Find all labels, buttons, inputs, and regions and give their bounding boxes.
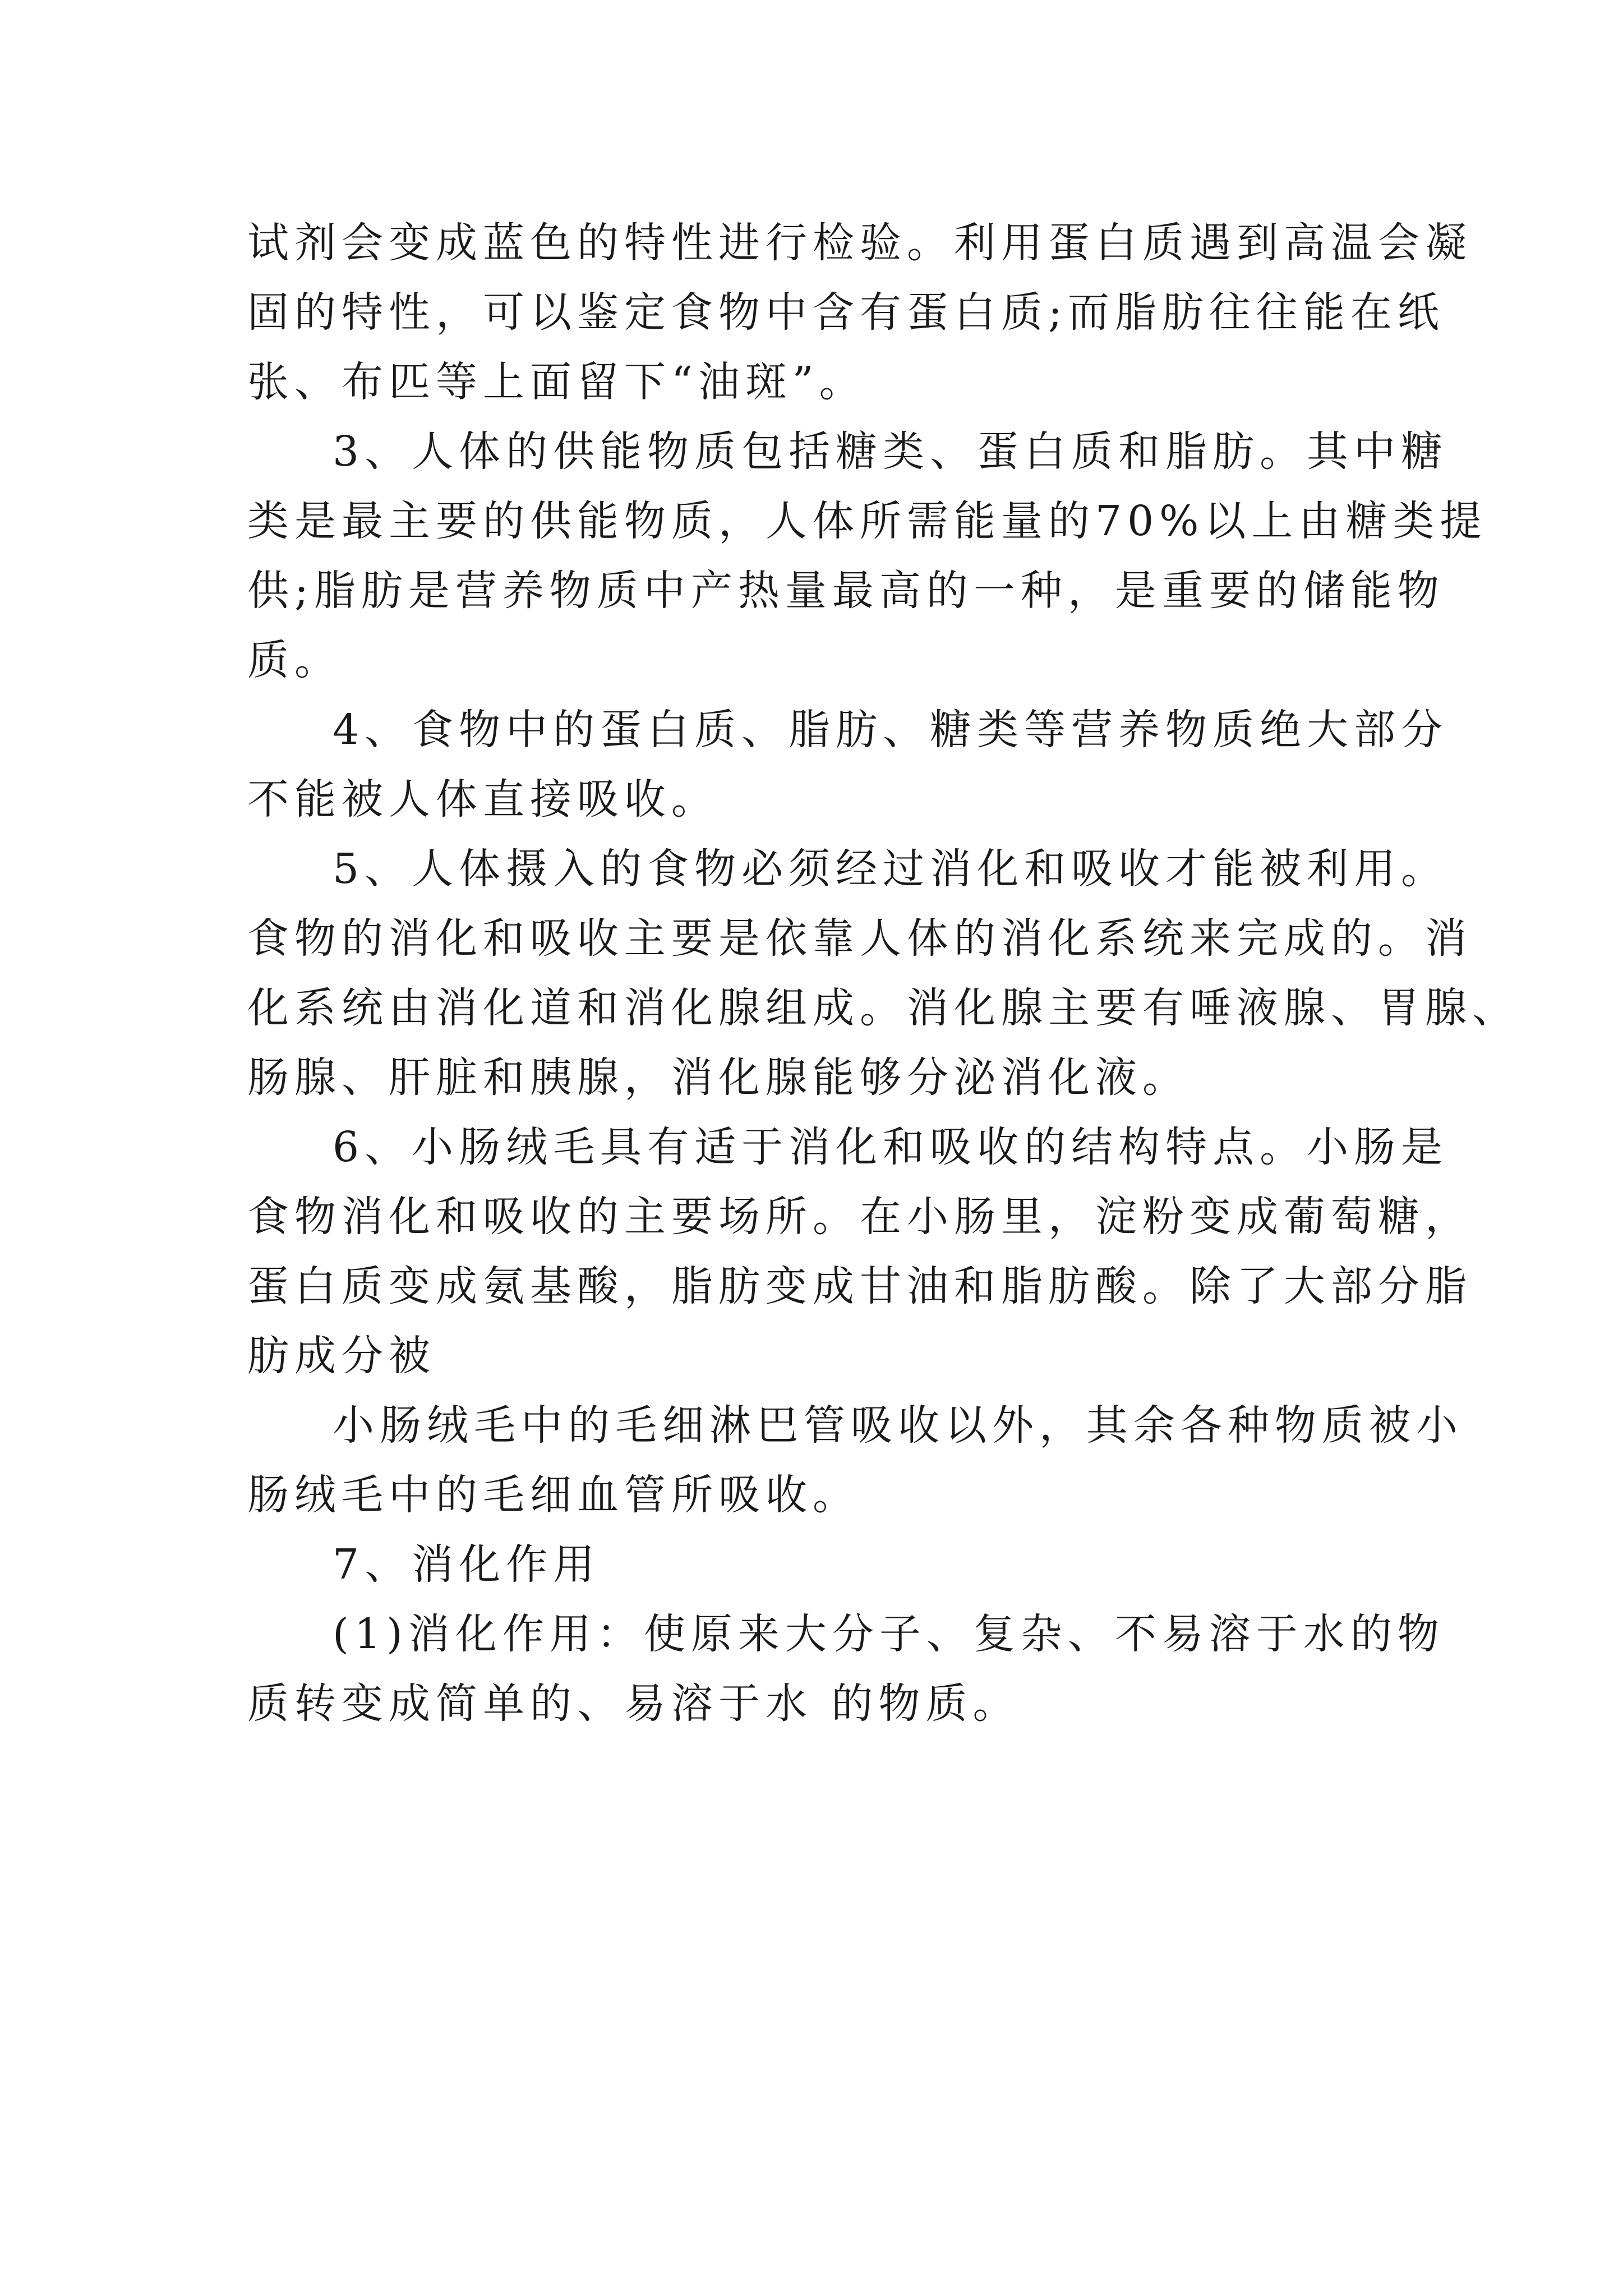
text-line: 质转变成简单的、易溶于水 的物质。 <box>247 1680 1020 1728</box>
text-line: 肠绒毛中的毛细血管所吸收。 <box>247 1471 860 1519</box>
text-line: 化系统由消化道和消化腺组成。消化腺主要有唾液腺、胃腺、 <box>247 984 1519 1032</box>
text-line: 张、布匹等上面留下“油斑”。 <box>247 358 866 406</box>
paragraph-5-start: 5、人体摄入的食物必须经过消化和吸收才能被利用。 <box>333 845 1449 893</box>
text-line: 固的特性，可以鉴定食物中含有蛋白质;而脂肪往往能在纸 <box>247 288 1445 337</box>
section-heading: 7、消化作用 <box>333 1540 601 1589</box>
text-line: 食物的消化和吸收主要是依靠人体的消化系统来完成的。消 <box>247 914 1472 963</box>
text-line: 肪成分被 <box>247 1332 436 1380</box>
paragraph-6-start: 6、小肠绒毛具有适于消化和吸收的结构特点。小肠是 <box>333 1123 1449 1171</box>
text-line: 肠腺、肝脏和胰腺，消化腺能够分泌消化液。 <box>247 1053 1189 1102</box>
paragraph-continuation-start: 小肠绒毛中的毛细淋巴管吸收以外，其余各种物质被小 <box>333 1401 1463 1450</box>
text-line: 类是最主要的供能物质，人体所需能量的70%以上由糖类提 <box>247 497 1487 545</box>
text-line: 不能被人体直接吸收。 <box>247 775 718 823</box>
text-line: 试剂会变成蓝色的特性进行检验。利用蛋白质遇到高温会凝 <box>247 219 1472 267</box>
text-line: 供;脂肪是营养物质中产热量最高的一种，是重要的储能物 <box>247 567 1445 615</box>
text-line: 质。 <box>247 636 342 684</box>
paragraph-7-1-start: (1)消化作用：使原来大分子、复杂、不易溶于水的物 <box>333 1610 1445 1658</box>
text-line: 蛋白质变成氨基酸，脂肪变成甘油和脂肪酸。除了大部分脂 <box>247 1262 1472 1310</box>
paragraph-4-start: 4、食物中的蛋白质、脂肪、糖类等营养物质绝大部分 <box>333 706 1449 754</box>
paragraph-3-start: 3、人体的供能物质包括糖类、蛋白质和脂肪。其中糖 <box>333 427 1449 476</box>
text-line: 食物消化和吸收的主要场所。在小肠里，淀粉变成葡萄糖， <box>247 1193 1472 1241</box>
